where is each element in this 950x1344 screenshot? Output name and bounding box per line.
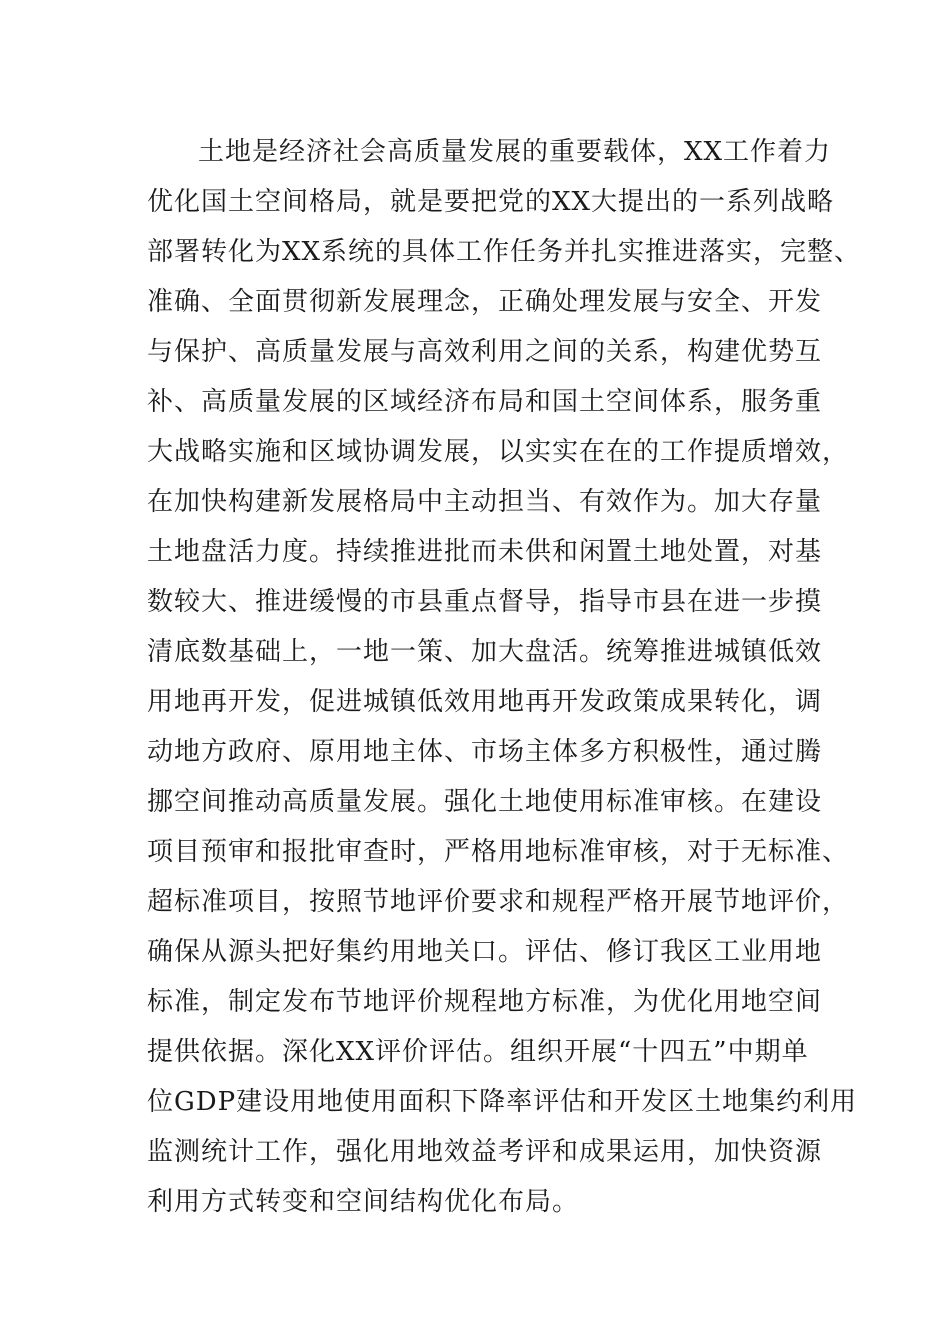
paragraph-line: 利用方式转变和空间结构优化布局。: [147, 1187, 580, 1217]
paragraph-line: 补、高质量发展的区域经济布局和国土空间体系，服务重: [147, 387, 823, 417]
paragraph-line: 准确、全面贯彻新发展理念，正确处理发展与安全、开发: [147, 287, 823, 317]
paragraph-line: 标准，制定发布节地评价规程地方标准，为优化用地空间: [147, 987, 823, 1017]
paragraph-line: 确保从源头把好集约用地关口。评估、修订我区工业用地: [147, 937, 823, 967]
paragraph-line: 在加快构建新发展格局中主动担当、有效作为。加大存量: [147, 487, 823, 517]
paragraph-line: 部署转化为XX系统的具体工作任务并扎实推进落实，完整、: [147, 237, 862, 267]
paragraph-line: 项目预审和报批审查时，严格用地标准审核，对于无标准、: [147, 837, 850, 867]
paragraph-line: 挪空间推动高质量发展。强化土地使用标准审核。在建设: [147, 787, 823, 817]
paragraph-line: 位GDP建设用地使用面积下降率评估和开发区土地集约利用: [147, 1087, 858, 1117]
paragraph-line: 用地再开发，促进城镇低效用地再开发政策成果转化，调: [147, 687, 823, 717]
paragraph-line: 提供依据。深化XX评价评估。组织开展“十四五”中期单: [147, 1037, 809, 1067]
paragraph-line: 土地盘活力度。持续推进批而未供和闲置土地处置，对基: [147, 537, 823, 567]
paragraph-line: 动地方政府、原用地主体、市场主体多方积极性，通过腾: [147, 737, 823, 767]
paragraph-line: 超标准项目，按照节地评价要求和规程严格开展节地评价，: [147, 887, 850, 917]
paragraph-line: 土地是经济社会高质量发展的重要载体，XX工作着力: [198, 137, 832, 167]
paragraph-line: 数较大、推进缓慢的市县重点督导，指导市县在进一步摸: [147, 587, 823, 617]
paragraph-line: 与保护、高质量发展与高效利用之间的关系，构建优势互: [147, 337, 823, 367]
paragraph-line: 清底数基础上，一地一策、加大盘活。统筹推进城镇低效: [147, 637, 823, 667]
paragraph-line: 监测统计工作，强化用地效益考评和成果运用，加快资源: [147, 1137, 823, 1167]
paragraph-line: 优化国土空间格局，就是要把党的XX大提出的一系列战略: [147, 187, 835, 217]
paragraph-line: 大战略实施和区域协调发展，以实实在在的工作提质增效，: [147, 437, 850, 467]
